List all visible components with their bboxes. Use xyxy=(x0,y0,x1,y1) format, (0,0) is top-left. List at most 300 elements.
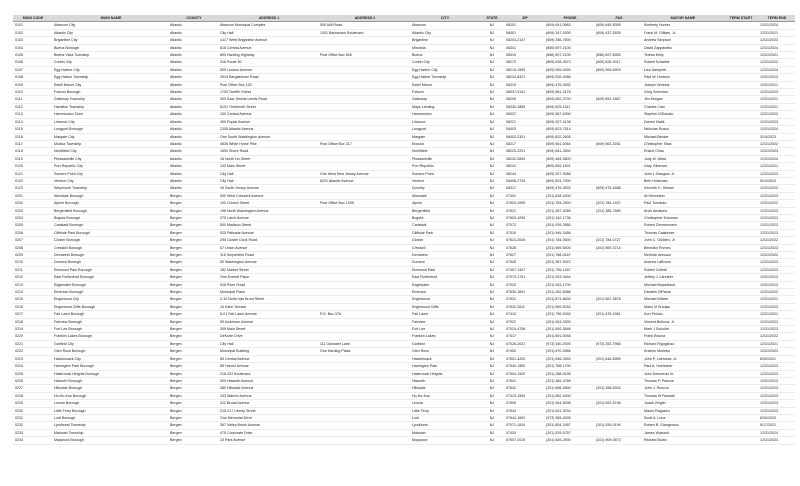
cell-zip: 07010 xyxy=(505,229,545,236)
cell-mayor-name: John L Glasgow, Jr. xyxy=(643,170,723,177)
cell-mayor-name: Kimberly Horner xyxy=(643,22,723,29)
cell-mayor-name: Michael Becker xyxy=(643,133,723,140)
cell-county: Atlantic xyxy=(169,148,219,155)
cell-address-2 xyxy=(319,81,411,88)
cell-county: Atlantic xyxy=(169,177,219,184)
cell-county: Bergen xyxy=(169,363,219,370)
cell-mayor-name: John J. Ruocco xyxy=(643,385,723,392)
cell-county: Bergen xyxy=(169,237,219,244)
cell-mayor-name: Greg Schenker xyxy=(643,89,723,96)
cell-zip: 08232-2694 xyxy=(505,155,545,162)
cell-county: Atlantic xyxy=(169,103,219,110)
cell-city: Minotola xyxy=(411,44,479,51)
cell-muni-code: 0119 xyxy=(13,155,53,162)
cell-zip: 07407-1407 xyxy=(505,266,545,273)
cell-muni-code: 0110 xyxy=(13,89,53,96)
cell-city: Folsom xyxy=(411,89,479,96)
cell-term-end: 12/31/2024 xyxy=(759,44,795,51)
cell-muni-code: 0202 xyxy=(13,200,53,207)
cell-zip: 08217 xyxy=(505,140,545,147)
cell-muni-name: Buena Borough xyxy=(53,44,169,51)
cell-fax xyxy=(595,348,643,355)
cell-muni-code: 0204 xyxy=(13,214,53,221)
cell-term-start xyxy=(723,185,759,192)
cell-state: NJ xyxy=(479,74,505,81)
table-row xyxy=(13,103,795,110)
cell-county: Bergen xyxy=(169,281,219,288)
cell-county: Atlantic xyxy=(169,74,219,81)
cell-address-1: 8-01 Fair Lawn Avenue xyxy=(219,311,319,318)
cell-term-end: 12/31/2023 xyxy=(759,407,795,414)
cell-term-start xyxy=(723,103,759,110)
cell-muni-code: 0104 xyxy=(13,44,53,51)
cell-muni-code: 0208 xyxy=(13,244,53,251)
cell-term-start xyxy=(723,89,759,96)
cell-city: Longport xyxy=(411,126,479,133)
cell-muni-name: East Rutherford Borough xyxy=(53,274,169,281)
cell-state: NJ xyxy=(479,259,505,266)
cell-mayor-name: Mark J Sokolich xyxy=(643,326,723,333)
cell-address-1: 4528 White Horse Pike xyxy=(219,140,319,147)
cell-fax: (201) 358-5002 xyxy=(595,385,643,392)
cell-fax xyxy=(595,170,643,177)
cell-city: Hackensack xyxy=(411,355,479,362)
cell-address-1: 198 North Washington Avenue xyxy=(219,207,319,214)
header-zip: ZIP xyxy=(505,15,545,22)
cell-county: Atlantic xyxy=(169,140,219,147)
cell-term-end: 12/31/2021 xyxy=(759,29,795,36)
cell-fax: (201) 784-0727 xyxy=(595,237,643,244)
cell-address-2 xyxy=(319,414,411,421)
cell-term-start xyxy=(723,192,759,199)
cell-address-1: 218-322 Boulevard xyxy=(219,370,319,377)
cell-fax: (609) 561-3031 xyxy=(595,140,643,147)
cell-county: Atlantic xyxy=(169,44,219,51)
cell-muni-name: Northfield City xyxy=(53,148,169,155)
cell-muni-name: Glen Rock Borough xyxy=(53,348,169,355)
cell-term-start xyxy=(723,252,759,259)
cell-address-2 xyxy=(319,377,411,384)
cell-city: Margate xyxy=(411,133,479,140)
cell-zip: 08402-2301 xyxy=(505,133,545,140)
cell-zip: 07022 xyxy=(505,318,545,325)
cell-muni-code: 0115 xyxy=(13,126,53,133)
cell-phone: (201) 641-9234 xyxy=(545,407,595,414)
cell-muni-name: Brigantine City xyxy=(53,37,169,44)
cell-term-start xyxy=(723,237,759,244)
cell-address-2 xyxy=(319,229,411,236)
cell-address-2 xyxy=(319,96,411,103)
cell-term-start xyxy=(723,29,759,36)
cell-address-2 xyxy=(319,222,411,229)
header-city: CITY xyxy=(411,15,479,22)
spreadsheet xyxy=(13,15,795,445)
cell-county: Bergen xyxy=(169,385,219,392)
cell-mayor-name: Scott A. Luna xyxy=(643,414,723,421)
cell-fax: (201) 909-0673 xyxy=(595,437,643,444)
cell-term-end: 12/31/2023 xyxy=(759,437,795,444)
cell-fax xyxy=(595,155,643,162)
cell-phone: (201) 342-1736 xyxy=(545,214,595,221)
cell-address-2 xyxy=(319,133,411,140)
cell-county: Atlantic xyxy=(169,111,219,118)
cell-state: NJ xyxy=(479,370,505,377)
table-row xyxy=(13,429,795,436)
cell-muni-code: 0214 xyxy=(13,289,53,296)
cell-term-end: 12/31/2023 xyxy=(759,363,795,370)
cell-term-end: 12/31/2022 xyxy=(759,289,795,296)
cell-fax xyxy=(595,133,643,140)
cell-term-start xyxy=(723,303,759,310)
cell-address-2 xyxy=(319,252,411,259)
cell-zip: 08317 xyxy=(505,185,545,192)
cell-fax: (973) 253-7965 xyxy=(595,340,643,347)
cell-phone: (201) 262-6086 xyxy=(545,289,595,296)
cell-mayor-name: John P. Labrosse, Jr. xyxy=(643,355,723,362)
cell-state: NJ xyxy=(479,281,505,288)
table-row xyxy=(13,133,795,140)
cell-address-2 xyxy=(319,422,411,429)
cell-phone: (609) 965-0493 xyxy=(545,66,595,73)
cell-state: NJ xyxy=(479,96,505,103)
cell-muni-code: 0201 xyxy=(13,192,53,199)
header-address-1: ADDRESS 1 xyxy=(219,15,319,22)
cell-muni-code: 0105 xyxy=(13,52,53,59)
cell-mayor-name: Jeffrey J. Lahullier xyxy=(643,274,723,281)
cell-muni-code: 0232 xyxy=(13,422,53,429)
header-row xyxy=(13,15,795,22)
cell-address-1: 400 Poplar Avenue xyxy=(219,118,319,125)
cell-address-1: Municipal Place xyxy=(219,289,319,296)
cell-state: NJ xyxy=(479,385,505,392)
cell-address-1: City Hall xyxy=(219,177,319,184)
cell-state: NJ xyxy=(479,37,505,44)
cell-term-start xyxy=(723,111,759,118)
cell-term-start xyxy=(723,170,759,177)
cell-mayor-name: Paul Tomasko xyxy=(643,200,723,207)
cell-fax: (609) 645-5059 xyxy=(595,22,643,29)
cell-state: NJ xyxy=(479,355,505,362)
cell-term-end: 12/31/2023 xyxy=(759,392,795,399)
cell-muni-name: Corbin City xyxy=(53,59,169,66)
table-row xyxy=(13,422,795,429)
cell-address-1: 916 River Road xyxy=(219,281,319,288)
cell-term-end: 12/31/2023 xyxy=(759,192,795,199)
table-row xyxy=(13,22,795,29)
table-row xyxy=(13,237,795,244)
cell-mayor-name: James Wysocki xyxy=(643,429,723,436)
cell-county: Atlantic xyxy=(169,59,219,66)
cell-state: NJ xyxy=(479,414,505,421)
cell-phone: (201) 646-3940 xyxy=(545,355,595,362)
cell-term-start xyxy=(723,244,759,251)
table-row xyxy=(13,281,795,288)
cell-term-start xyxy=(723,274,759,281)
cell-state: NJ xyxy=(479,140,505,147)
cell-county: Atlantic xyxy=(169,163,219,170)
cell-state: NJ xyxy=(479,133,505,140)
cell-address-1: 1417 West Brigantine Avenue xyxy=(219,37,319,44)
cell-term-start xyxy=(723,74,759,81)
cell-term-end: 12/31/2024 xyxy=(759,155,795,162)
cell-term-start xyxy=(723,148,759,155)
cell-zip: 07607-2015 xyxy=(505,437,545,444)
cell-term-start xyxy=(723,385,759,392)
cell-address-1: 309 Main Street xyxy=(219,326,319,333)
cell-address-2 xyxy=(319,155,411,162)
cell-address-2 xyxy=(319,163,411,170)
cell-term-start xyxy=(723,140,759,147)
cell-address-2 xyxy=(319,44,411,51)
cell-muni-name: Englewood Cliffs Borough xyxy=(53,303,169,310)
cell-mayor-name: Nicholas Russo xyxy=(643,126,723,133)
cell-city: Bogota xyxy=(411,214,479,221)
cell-mayor-name: Darren Matik xyxy=(643,118,723,125)
cell-term-start xyxy=(723,214,759,221)
cell-fax xyxy=(595,229,643,236)
cell-term-start xyxy=(723,229,759,236)
cell-address-2 xyxy=(319,392,411,399)
cell-muni-code: 0230 xyxy=(13,407,53,414)
cell-state: NJ xyxy=(479,274,505,281)
cell-state: NJ xyxy=(479,111,505,118)
cell-muni-name: Buena Vista Township xyxy=(53,52,169,59)
cell-state: NJ xyxy=(479,155,505,162)
table-row xyxy=(13,81,795,88)
cell-city: Englewood Cliffs xyxy=(411,303,479,310)
cell-phone: (609) 561-3178 xyxy=(545,89,595,96)
cell-phone: (201) 944-5008 xyxy=(545,400,595,407)
cell-term-start xyxy=(723,155,759,162)
cell-term-end: 5/14/2024 xyxy=(759,177,795,184)
cell-term-end: 12/31/2023 xyxy=(759,259,795,266)
cell-muni-name: Fairview Borough xyxy=(53,318,169,325)
cell-term-end: 12/31/2023 xyxy=(759,37,795,44)
table-row xyxy=(13,318,795,325)
cell-phone: (609) 641-2832 xyxy=(545,148,595,155)
cell-term-end: 6/30/2023 xyxy=(759,414,795,421)
cell-mayor-name: Melinda Iannucci xyxy=(643,252,723,259)
cell-county: Bergen xyxy=(169,370,219,377)
cell-county: Atlantic xyxy=(169,126,219,133)
cell-address-2 xyxy=(319,244,411,251)
cell-term-end: 12/31/2023 xyxy=(759,274,795,281)
cell-term-end: 12/31/2021 xyxy=(759,296,795,303)
cell-term-end: 12/31/2023 xyxy=(759,281,795,288)
cell-address-2 xyxy=(319,89,411,96)
cell-zip: 07642 xyxy=(505,385,545,392)
table-row xyxy=(13,177,795,184)
cell-phone: (609) 484-3600 xyxy=(545,155,595,162)
cell-county: Atlantic xyxy=(169,185,219,192)
table-row xyxy=(13,252,795,259)
cell-term-start xyxy=(723,326,759,333)
cell-state: NJ xyxy=(479,44,505,51)
cell-fax xyxy=(595,126,643,133)
table-row xyxy=(13,59,795,66)
cell-muni-code: 0102 xyxy=(13,29,53,36)
cell-address-1: 500 London Avenue xyxy=(219,66,319,73)
cell-muni-code: 0218 xyxy=(13,318,53,325)
cell-county: Bergen xyxy=(169,289,219,296)
cell-mayor-name: Danielle DiPaola xyxy=(643,289,723,296)
table-row xyxy=(13,407,795,414)
cell-term-start xyxy=(723,437,759,444)
cell-phone: (609) 347-5300 xyxy=(545,29,595,36)
cell-state: NJ xyxy=(479,29,505,36)
cell-state: NJ xyxy=(479,148,505,155)
cell-muni-code: 0117 xyxy=(13,140,53,147)
cell-mayor-name: Andrew LaBruno xyxy=(643,259,723,266)
cell-address-1: 215-217 Liberty Street xyxy=(219,407,319,414)
cell-phone: (609) 822-2605 xyxy=(545,133,595,140)
cell-address-2 xyxy=(319,214,411,221)
cell-muni-name: Egg Harbor City xyxy=(53,66,169,73)
table-row xyxy=(13,207,795,214)
cell-muni-code: 0221 xyxy=(13,340,53,347)
cell-muni-name: Little Ferry Borough xyxy=(53,407,169,414)
cell-term-start xyxy=(723,289,759,296)
cell-fax xyxy=(595,74,643,81)
table-row xyxy=(13,311,795,318)
cell-muni-code: 0220 xyxy=(13,333,53,340)
cell-state: NJ xyxy=(479,207,505,214)
cell-fax xyxy=(595,163,643,170)
cell-muni-name: Elmwood Park Borough xyxy=(53,266,169,273)
cell-address-1: 50 Washington Avenue xyxy=(219,259,319,266)
cell-mayor-name: Robert Colletti xyxy=(643,266,723,273)
cell-address-2 xyxy=(319,318,411,325)
cell-county: Bergen xyxy=(169,296,219,303)
cell-muni-name: Longport Borough xyxy=(53,126,169,133)
cell-state: NJ xyxy=(479,363,505,370)
table-body xyxy=(13,22,795,444)
table-row xyxy=(13,214,795,221)
cell-city: Elwood xyxy=(411,140,479,147)
cell-muni-code: 0225 xyxy=(13,370,53,377)
cell-muni-code: 0107 xyxy=(13,66,53,73)
cell-zip: 08234-8321 xyxy=(505,74,545,81)
cell-fax: (609) 965-6909 xyxy=(595,66,643,73)
cell-state: NJ xyxy=(479,333,505,340)
cell-zip: 07624-2045 xyxy=(505,237,545,244)
cell-fax xyxy=(595,370,643,377)
cell-state: NJ xyxy=(479,177,505,184)
cell-city: Franklin Lakes xyxy=(411,333,479,340)
cell-zip: 07644-1602 xyxy=(505,414,545,421)
cell-term-start xyxy=(723,333,759,340)
cell-muni-name: Hammonton Town xyxy=(53,111,169,118)
cell-phone: (201) 666-4800 xyxy=(545,385,595,392)
cell-address-2: Post Office Box 1095 xyxy=(319,200,411,207)
cell-zip: 07072 xyxy=(505,222,545,229)
cell-address-2 xyxy=(319,385,411,392)
municipality-table xyxy=(13,15,795,445)
cell-muni-code: 0222 xyxy=(13,348,53,355)
cell-muni-code: 0118 xyxy=(13,148,53,155)
table-row xyxy=(13,400,795,407)
cell-term-end: 12/31/2021 xyxy=(759,340,795,347)
cell-state: NJ xyxy=(479,185,505,192)
cell-city: Ventnor xyxy=(411,177,479,184)
cell-address-1: 3515 Bargaintown Road xyxy=(219,74,319,81)
cell-mayor-name: Charles Cain xyxy=(643,103,723,110)
cell-muni-name: Englewood City xyxy=(53,296,169,303)
cell-fax: (201) 784-1407 xyxy=(595,200,643,207)
cell-term-start xyxy=(723,414,759,421)
cell-state: NJ xyxy=(479,103,505,110)
cell-muni-code: 0108 xyxy=(13,74,53,81)
cell-fax xyxy=(595,407,643,414)
cell-zip: 07641 xyxy=(505,377,545,384)
cell-city: Garfield xyxy=(411,340,479,347)
cell-county: Bergen xyxy=(169,326,219,333)
cell-phone: (609) 561-0064 xyxy=(545,140,595,147)
cell-phone: (609) 628-2673 xyxy=(545,59,595,66)
cell-zip: 08319 xyxy=(505,81,545,88)
cell-county: Bergen xyxy=(169,214,219,221)
cell-muni-code: 0123 xyxy=(13,185,53,192)
cell-mayor-name: Paul A. Hoelscher xyxy=(643,363,723,370)
table-row xyxy=(13,377,795,384)
cell-fax xyxy=(595,281,643,288)
cell-address-1: 312 Broad Avenue xyxy=(219,400,319,407)
cell-county: Atlantic xyxy=(169,81,219,88)
cell-address-1: 380 Hillsdale Avenue xyxy=(219,385,319,392)
cell-muni-name: Galloway Township xyxy=(53,96,169,103)
cell-zip: 07620-1095 xyxy=(505,200,545,207)
cell-county: Bergen xyxy=(169,222,219,229)
table-row xyxy=(13,140,795,147)
table-row xyxy=(13,303,795,310)
cell-zip: 08403 xyxy=(505,126,545,133)
cell-muni-code: 0217 xyxy=(13,311,53,318)
cell-address-2: 111 Outwater Lane xyxy=(319,340,411,347)
cell-city: Corbin City xyxy=(411,59,479,66)
cell-phone: (201) 592-3646 xyxy=(545,326,595,333)
cell-city: Estell Manor xyxy=(411,81,479,88)
cell-mayor-name: Paul W. Hodson xyxy=(643,74,723,81)
cell-address-1: One Memorial Drive xyxy=(219,414,319,421)
table-row xyxy=(13,274,795,281)
cell-term-end: 12/31/2022 xyxy=(759,59,795,66)
cell-muni-code: 0209 xyxy=(13,252,53,259)
cell-city: Hammonton xyxy=(411,111,479,118)
cell-zip: 08201 xyxy=(505,22,545,29)
cell-phone: (201) 387-4055 xyxy=(545,207,595,214)
cell-muni-code: 0112 xyxy=(13,103,53,110)
cell-muni-name: Estell Manor City xyxy=(53,81,169,88)
cell-address-1: 118 Serpentine Road xyxy=(219,252,319,259)
cell-muni-code: 0111 xyxy=(13,96,53,103)
cell-county: Bergen xyxy=(169,437,219,444)
cell-muni-name: Ho-Ho-Kus Borough xyxy=(53,392,169,399)
table-row xyxy=(13,52,795,59)
table-row xyxy=(13,185,795,192)
cell-phone: (609) 476-2692 xyxy=(545,81,595,88)
cell-muni-name: Hasbrouck Heights Borough xyxy=(53,370,169,377)
cell-county: Atlantic xyxy=(169,118,219,125)
cell-city: Hillsdale xyxy=(411,385,479,392)
cell-city: Glen Rock xyxy=(411,348,479,355)
cell-fax xyxy=(595,81,643,88)
cell-term-end: 12/31/2024 xyxy=(759,66,795,73)
cell-phone: (973) 365-4005 xyxy=(545,414,595,421)
cell-term-start xyxy=(723,207,759,214)
cell-phone: (201) 943-1700 xyxy=(545,281,595,288)
cell-fax xyxy=(595,414,643,421)
cell-term-start xyxy=(723,422,759,429)
